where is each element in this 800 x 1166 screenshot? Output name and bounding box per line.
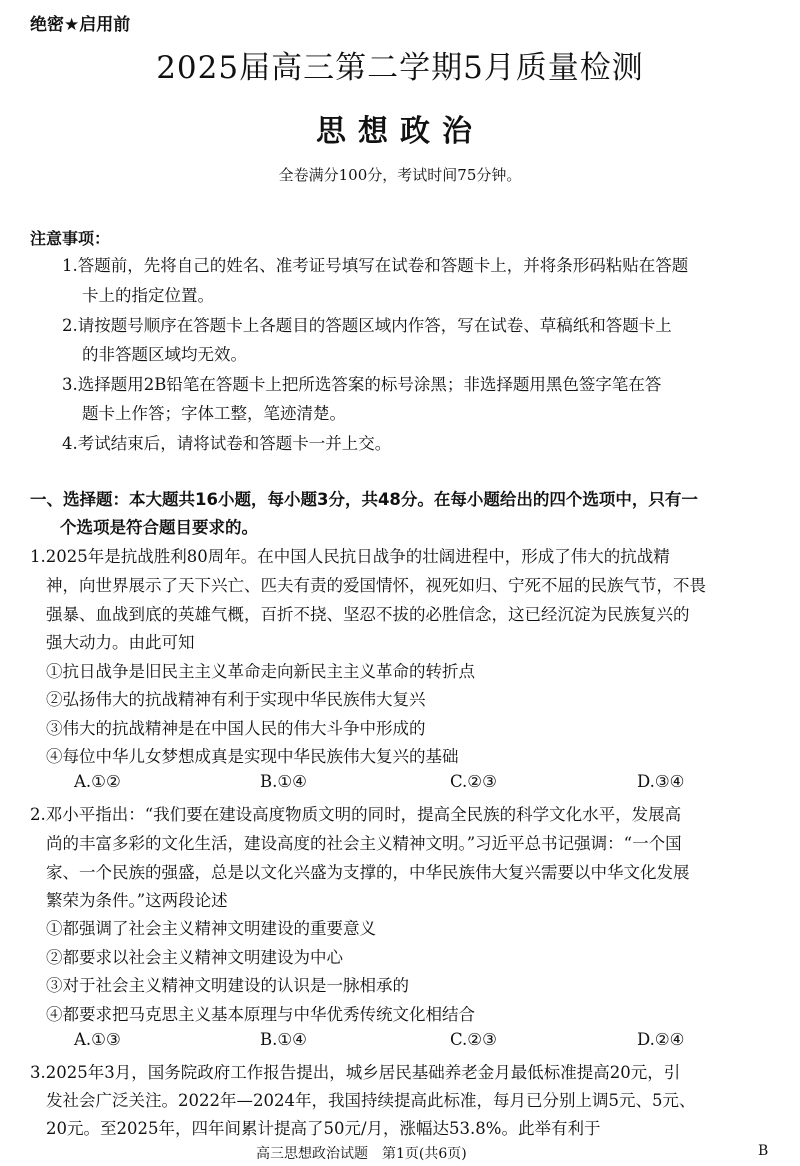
note-line: 卡上的指定位置。: [82, 286, 214, 305]
q1-option-a: A.①②: [74, 772, 121, 791]
q2-statement: ④都要求把马克思主义基本原理与中华优秀传统文化相结合: [46, 1005, 475, 1024]
q1-stem: 强大动力。由此可知: [46, 633, 195, 652]
q2-option-b: B.①④: [260, 1030, 307, 1049]
q3-stem: 20元。至2025年，四年间累计提高了50元/月，涨幅达53.8%。此举有利于: [46, 1119, 601, 1138]
q1-statement: ④每位中华儿女梦想成真是实现中华民族伟大复兴的基础: [46, 747, 459, 766]
note-line: 3.选择题用2B铅笔在答题卡上把所选答案的标号涂黑；非选择题用黑色签字笔在答: [62, 375, 662, 394]
q2-stem: 2.邓小平指出：“我们要在建设高度物质文明的同时，提高全民族的科学文化水平，发展高: [30, 805, 682, 824]
q1-stem: 1.2025年是抗战胜利80周年。在中国人民抗日战争的壮阔进程中，形成了伟大的抗战精: [30, 547, 670, 566]
note-line: 题卡上作答；字体工整，笔迹清楚。: [82, 404, 346, 423]
q1-stem: 神，向世界展示了天下兴亡、匹夫有责的爱国情怀，视死如归、宁死不屈的民族气节，不畏: [46, 576, 706, 595]
q3-stem: 3.2025年3月，国务院政府工作报告提出，城乡居民基础养老金月最低标准提高20元，引: [30, 1063, 681, 1082]
note-line: 2.请按题号顺序在答题卡上各题目的答题区域内作答，写在试卷、草稿纸和答题卡上: [62, 316, 672, 335]
q1-option-b: B.①④: [260, 772, 307, 791]
q1-statement: ①抗日战争是旧民主主义革命走向新民主主义革命的转折点: [46, 662, 475, 681]
q2-statement: ③对于社会主义精神文明建设的认识是一脉相承的: [46, 976, 409, 995]
section-heading: 一、选择题：本大题共16小题，每小题3分，共48分。在每小题给出的四个选项中，只有一: [30, 490, 698, 509]
q1-option-d: D.③④: [637, 772, 685, 791]
exam-title: 2025届高三第二学期5月质量检测: [156, 50, 644, 86]
page-footer: 高三思想政治试题 第1页(共6页): [256, 1146, 467, 1162]
q1-statement: ②弘扬伟大的抗战精神有利于实现中华民族伟大复兴: [46, 690, 426, 709]
paper-version: B: [758, 1143, 769, 1159]
confidential-label: 绝密★启用前: [30, 15, 131, 35]
q2-option-c: C.②③: [450, 1030, 497, 1049]
note-line: 4.考试结束后，请将试卷和答题卡一并上交。: [62, 434, 392, 453]
notes-heading: 注意事项：: [30, 229, 111, 248]
q2-statement: ①都强调了社会主义精神文明建设的重要意义: [46, 919, 376, 938]
q2-option-a: A.①③: [74, 1030, 121, 1049]
q2-stem: 尚的丰富多彩的文化生活，建设高度的社会主义精神文明。”习近平总书记强调：“一个国: [46, 834, 682, 853]
note-line: 的非答题区域均无效。: [82, 345, 247, 364]
q2-stem: 繁荣为条件。”这两段论述: [46, 891, 228, 910]
section-heading-cont: 个选项是符合题目要求的。: [60, 518, 258, 537]
q1-statement: ③伟大的抗战精神是在中国人民的伟大斗争中形成的: [46, 719, 426, 738]
q1-stem: 强暴、血战到底的英雄气概，百折不挠、坚忍不拔的必胜信念，这已经沉淀为民族复兴的: [46, 605, 690, 624]
scoring-info: 全卷满分100分，考试时间75分钟。: [278, 166, 522, 184]
subject-title: 思想政治: [316, 114, 484, 149]
q2-option-d: D.②④: [637, 1030, 685, 1049]
q3-stem: 发社会广泛关注。2022年—2024年，我国持续提高此标准，每月已分别上调5元、5元、: [46, 1091, 696, 1110]
note-line: 1.答题前，先将自己的姓名、准考证号填写在试卷和答题卡上，并将条形码粘贴在答题: [62, 256, 689, 275]
q2-stem: 家、一个民族的强盛，总是以文化兴盛为支撑的，中华民族伟大复兴需要以中华文化发展: [46, 863, 690, 882]
q2-statement: ②都要求以社会主义精神文明建设为中心: [46, 948, 343, 967]
q1-option-c: C.②③: [450, 772, 497, 791]
